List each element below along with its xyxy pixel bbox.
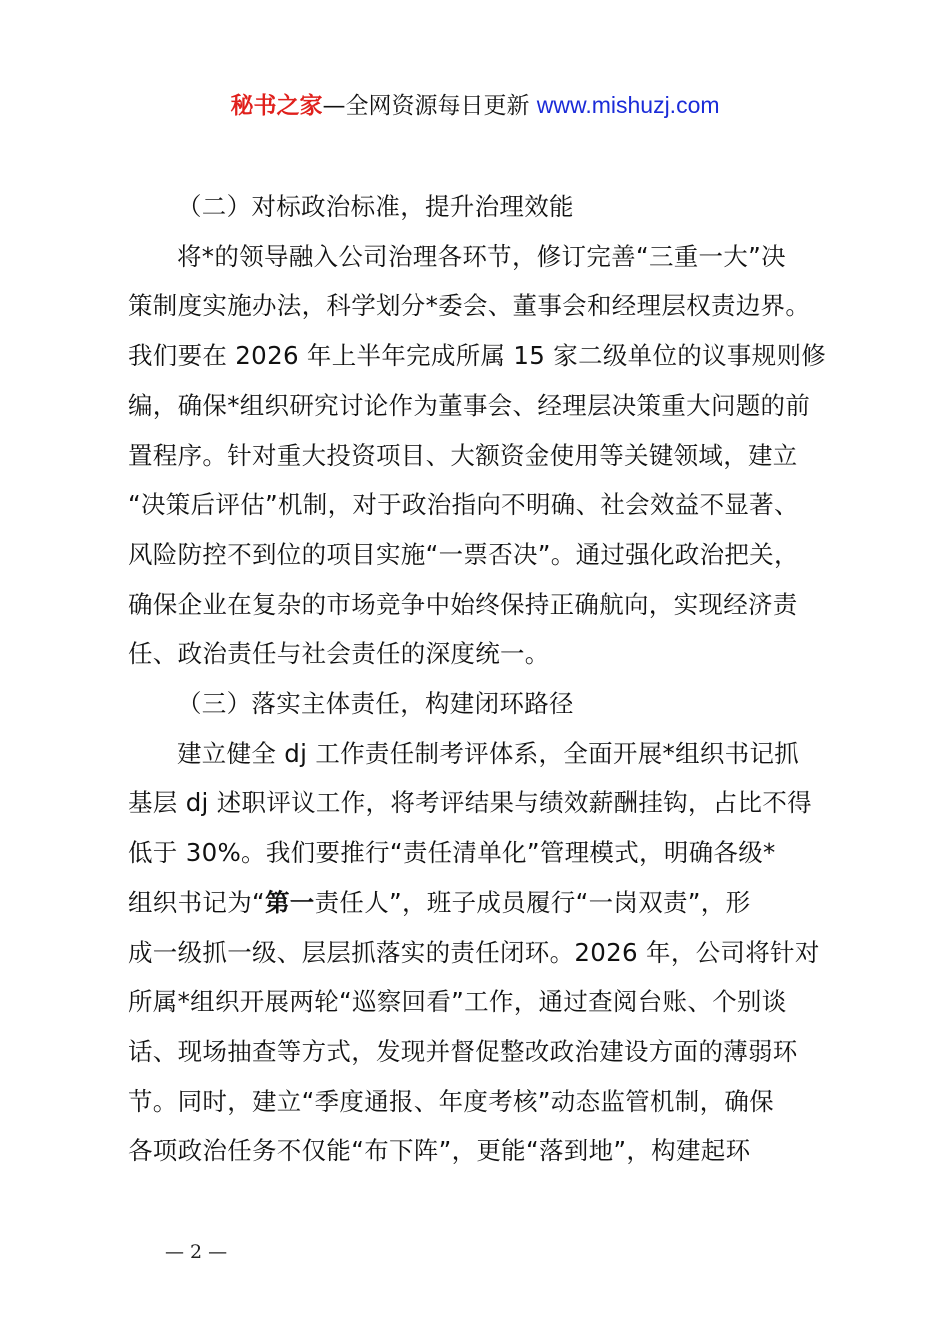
page-number: — 2 —	[165, 1241, 228, 1263]
section-heading-2: （二）对标政治标准，提升治理效能	[177, 192, 574, 221]
text-line: 确保企业在复杂的市场竞争中始终保持正确航向，实现经济责	[128, 589, 798, 619]
text-line: 低于 30%。我们要推行“责任清单化”管理模式，明确各级*	[128, 838, 776, 868]
text-line: 所属*组织开展两轮“巡察回看”工作，通过查阅台账、个别谈	[128, 987, 787, 1017]
text-line: 编，确保*组织研究讨论作为董事会、经理层决策重大问题的前	[128, 390, 811, 420]
text-line: 成一级抓一级、层层抓落实的责任闭环。2026 年，公司将针对	[128, 937, 820, 967]
text-line: 话、现场抽查等方式，发现并督促整改政治建设方面的薄弱环	[128, 1036, 798, 1066]
section-heading-3: （三）落实主体责任，构建闭环路径	[177, 689, 574, 719]
text-line: 将*的领导融入公司治理各环节，修订完善“三重一大”决	[177, 241, 786, 271]
site-url-link[interactable]: www.mishuzj.com	[536, 92, 720, 118]
document-body	[128, 182, 838, 1176]
text-fragment: 责任人”，班子成员履行“一岗双责”，形	[314, 887, 751, 917]
text-line: 置程序。针对重大投资项目、大额资金使用等关键领域，建立	[128, 440, 798, 470]
text-line: 各项政治任务不仅能“布下阵”，更能“落到地”，构建起环	[128, 1136, 751, 1166]
text-fragment: 组织书记为“	[128, 887, 265, 917]
site-header	[0, 88, 950, 123]
text-line-with-emphasis	[128, 878, 838, 928]
text-line: 建立健全 dj 工作责任制考评体系，全面开展*组织书记抓	[177, 738, 800, 768]
emphasis-text: 第一	[265, 887, 315, 917]
text-line: 任、政治责任与社会责任的深度统一。	[128, 639, 550, 669]
section-paragraph-3	[128, 729, 838, 1176]
text-line: 我们要在 2026 年上半年完成所属 15 家二级单位的议事规则修	[128, 341, 827, 371]
text-line: 基层 dj 述职评议工作，将考评结果与绩效薪酬挂钩，占比不得	[128, 788, 812, 818]
site-tagline: —全网资源每日更新	[322, 93, 537, 119]
text-line: 策制度实施办法，科学划分*委会、董事会和经理层权责边界。	[128, 291, 811, 321]
site-brand: 秘书之家	[230, 93, 323, 119]
text-line: “决策后评估”机制，对于政治指向不明确、社会效益不显著、	[128, 490, 799, 520]
section-paragraph-2	[128, 232, 838, 679]
text-line: 风险防控不到位的项目实施“一票否决”。通过强化政治把关，	[128, 539, 799, 569]
text-line: 节。同时，建立“季度通报、年度考核”动态监管机制，确保	[128, 1086, 774, 1116]
